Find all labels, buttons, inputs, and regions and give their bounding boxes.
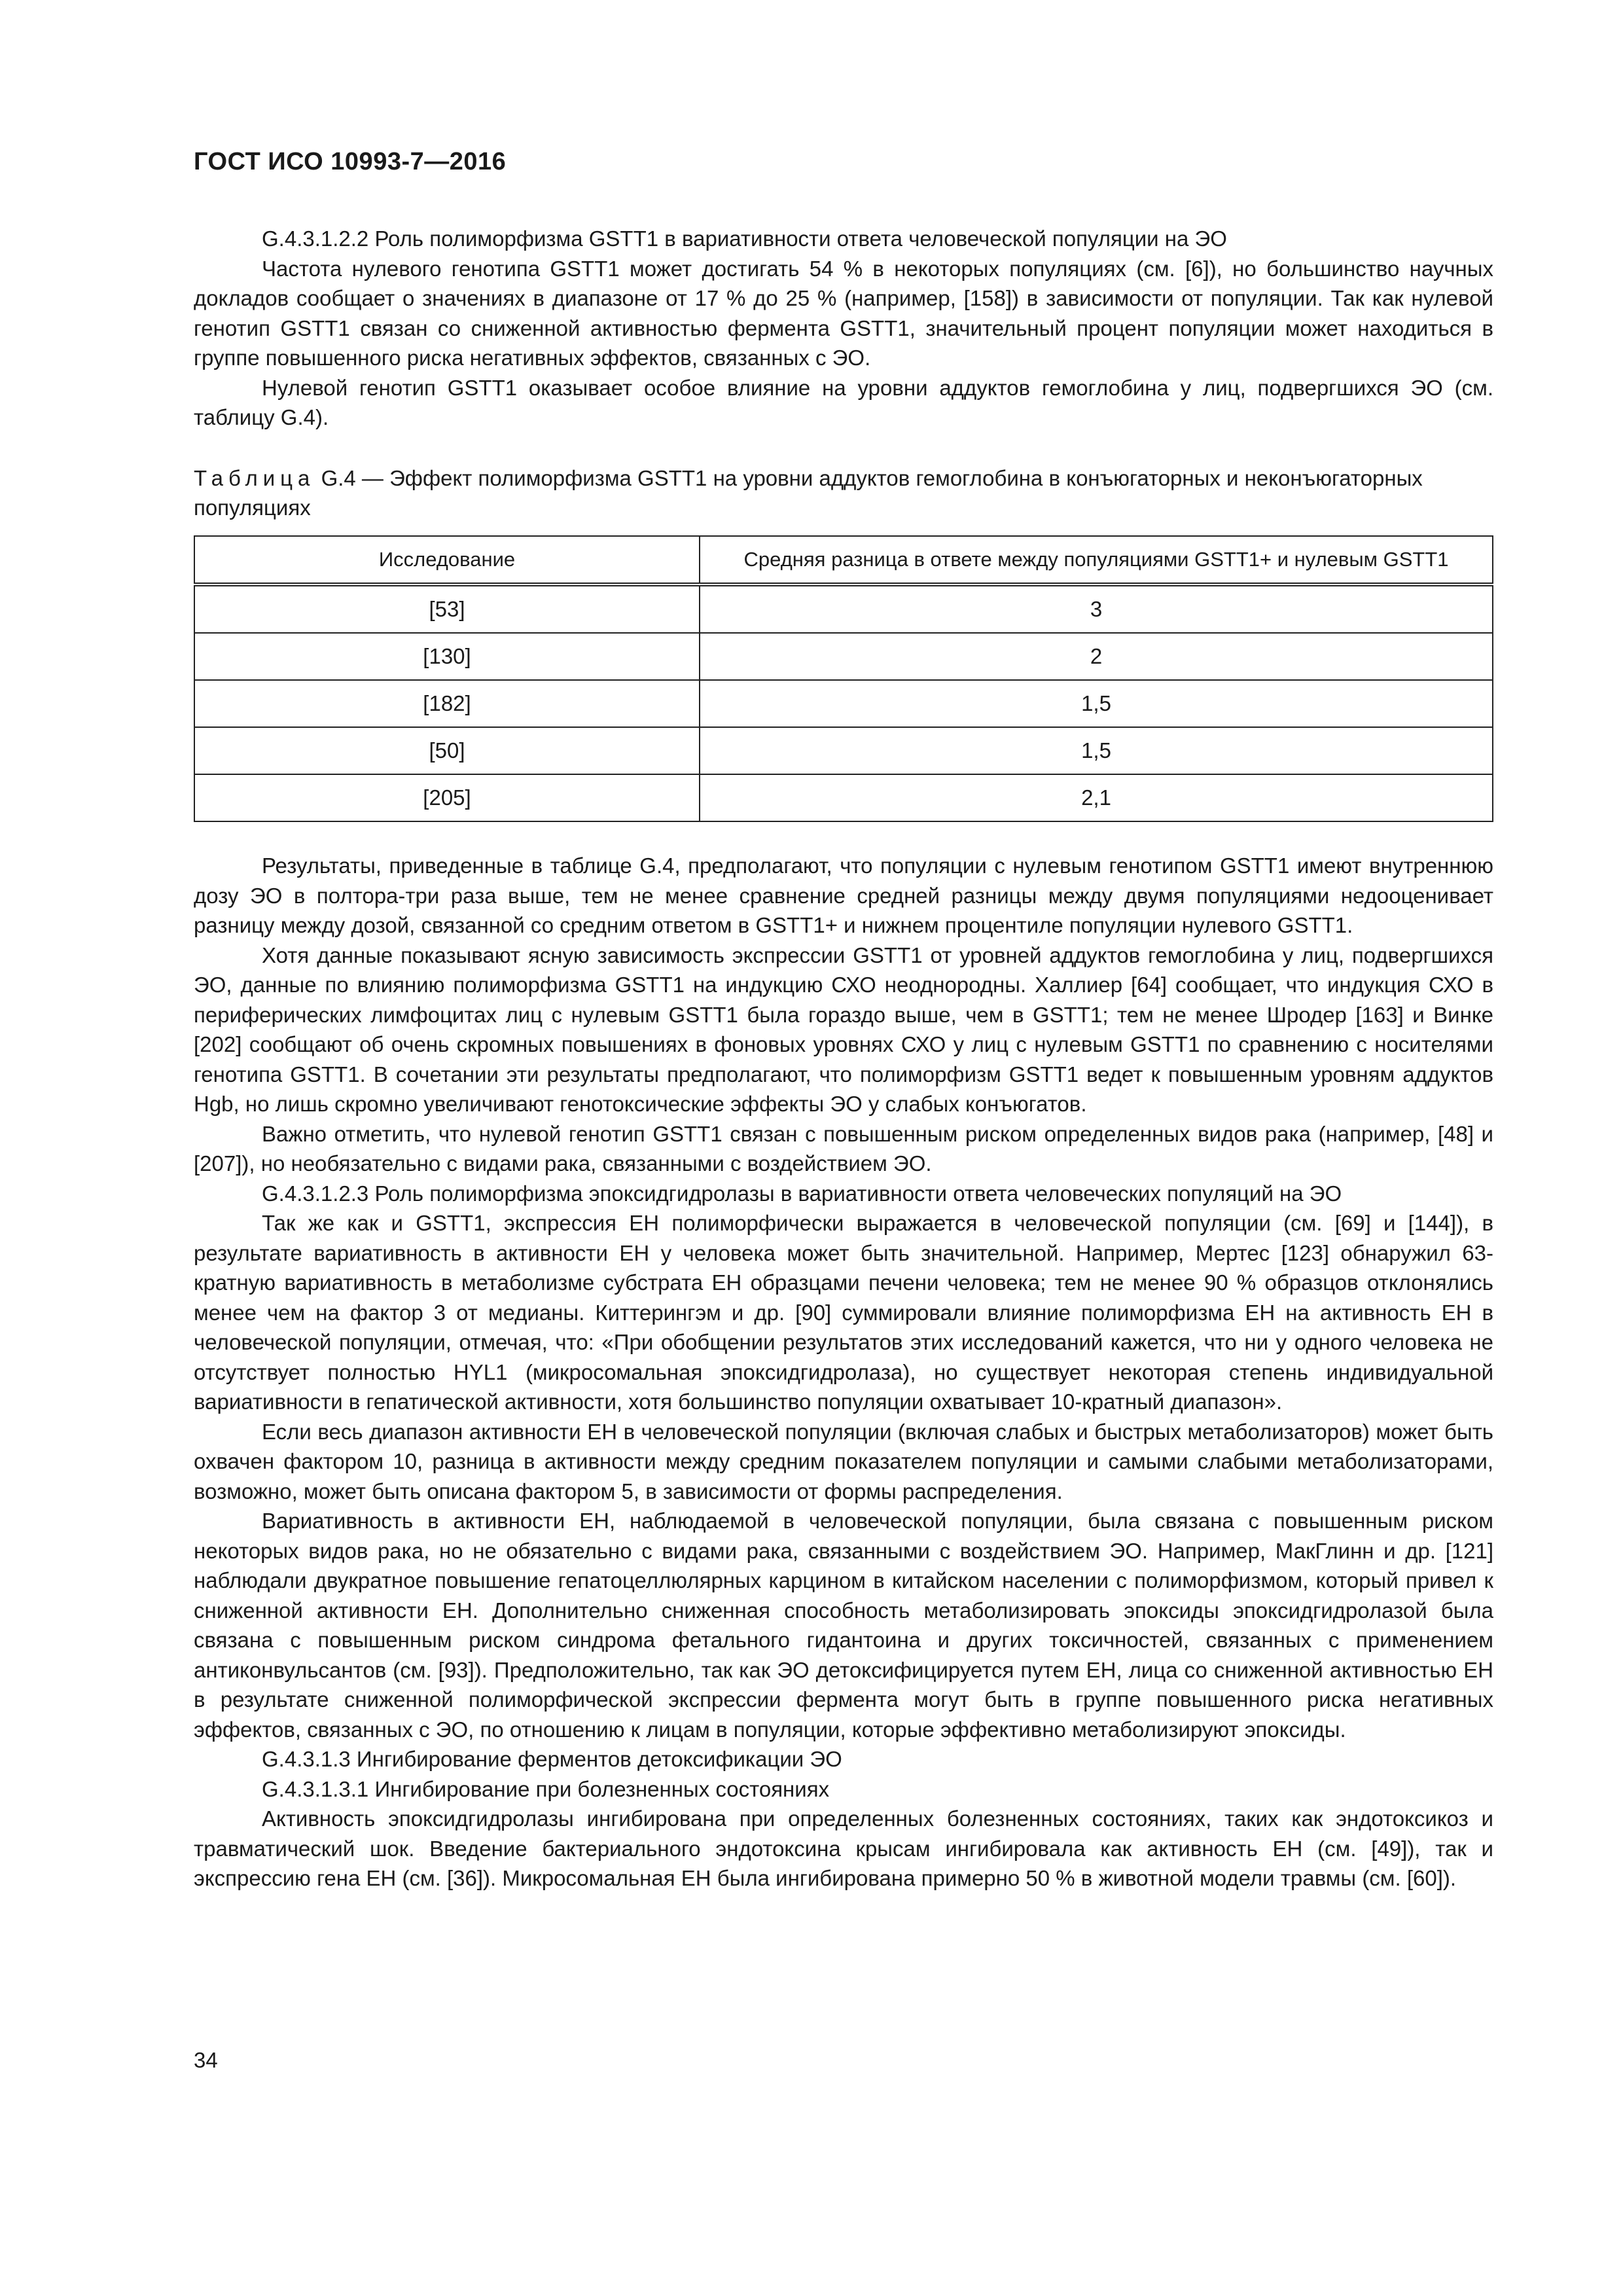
paragraph: Нулевой генотип GSTT1 оказывает особое влияние на уровни аддуктов гемоглобина у лиц, подвергшихся ЭО (см. таблицу G.4).: [194, 375, 1493, 429]
body-section: [194, 851, 1493, 1893]
table-row: [194, 774, 1493, 821]
table-row: [194, 727, 1493, 774]
table-caption: [194, 463, 1493, 522]
subsection-heading: G.4.3.1.2.3 Роль полиморфизма эпоксидгидролазы в вариативности ответа человеческих популяций на ЭО: [262, 1181, 1342, 1206]
table-caption-text: G.4 — Эффект полиморфизма GSTT1 на уровни аддуктов гемоглобина в конъюгаторных и неконъюгаторных популяциях: [194, 466, 1423, 520]
page-number: 34: [194, 2048, 218, 2072]
table-caption-label: Таблица: [194, 466, 315, 490]
table-header-row: [194, 536, 1493, 584]
study-cell: [50]: [194, 727, 700, 774]
value-cell: 3: [700, 584, 1493, 633]
study-cell: [205]: [194, 774, 700, 821]
column-header-study: Исследование: [194, 536, 700, 584]
paragraph: Хотя данные показывают ясную зависимость экспрессии GSTT1 от уровней аддуктов гемоглобина у лиц, подвергшихся ЭО, данные по влиянию полиморфизма GSTT1 на индукцию СХО неоднородны. Халлиер [64] сообщает, что индукция СХО в периферических лимфоцитах лиц с нулевым GSTT1 была гораздо выше, чем в GSTT1; тем не менее Шродер [163] и Винке [202] сообщают об очень скромных повышениях в фоновых уровнях СХО у лиц с нулевым GSTT1 по сравнению с носителями генотипа GSTT1. В сочетании эти результаты предполагают, что полиморфизм GSTT1 ведет к повышенным уровням аддуктов Hgb, но лишь скромно увеличивают генотоксические эффекты ЭО у слабых конъюгатов.: [194, 942, 1493, 1116]
value-cell: 2,1: [700, 774, 1493, 821]
value-cell: 2: [700, 633, 1493, 680]
study-cell: [130]: [194, 633, 700, 680]
paragraph: Частота нулевого генотипа GSTT1 может достигать 54 % в некоторых популяциях (см. [6]), но большинство научных докладов сообщает о значениях в диапазоне от 17 % до 25 % (например, [158]) в зависимости от популяции. Так как нулевой генотип GSTT1 связан со сниженной активностью фермента GSTT1, значительный процент популяции может находиться в группе повышенного риска негативных эффектов, связанных с ЭО.: [194, 256, 1493, 370]
value-cell: 1,5: [700, 680, 1493, 727]
paragraph: Вариативность в активности ЕН, наблюдаемой в человеческой популяции, была связана с повышенным риском некоторых видов рака, но не обязательно с видами рака, связанными с воздействием ЭО. Например, МакГлинн и др. [121] наблюдали двукратное повышение гепатоцеллюлярных карцином в китайском населении с полиморфизмом, который привел к сниженной активности ЕН. Дополнительно сниженная способность метаболизировать эпоксиды эпоксидгидролазой была связана с повышенным риском синдрома фетального гидантоина и других токсичностей, связанных с применением антиконвульсантов (см. [93]). Предположительно, так как ЭО детоксифицируется путем ЕН, лица со сниженной активностью ЕН в результате сниженной полиморфической экспрессии фермента могут быть в группе повышенного риска негативных эффектов, связанных с ЭО, по отношению к лицам в популяции, которые эффективно метаболизируют эпоксиды.: [194, 1509, 1493, 1742]
value-cell: 1,5: [700, 727, 1493, 774]
paragraph: Так же как и GSTT1, экспрессия ЕН полиморфически выражается в человеческой популяции (см. [69] и [144]), в результате вариативность в активности ЕН у человека может быть значительной. Например, Мертес [123] обнаружил 63-кратную вариативность в метаболизме субстрата ЕН образцами печени человека; тем не менее 90 % образцов отклонялись менее чем на фактор 3 от медианы. Киттерингэм и др. [90] суммировали влияние полиморфизма ЕН на активность ЕН в человеческой популяции, отмечая, что: «При обобщении результатов этих исследований кажется, что ни у одного человека не отсутствует полностью HYL1 (микросомальная эпоксидгидролаза), но существует некоторая степень индивидуальной вариативности в гепатической активности, хотя большинство популяции охватывает 10-кратный диапазон».: [194, 1211, 1493, 1414]
paragraph: Важно отметить, что нулевой генотип GSTT1 связан с повышенным риском определенных видов рака (например, [48] и [207]), но необязательно с видами рака, связанными с воздействием ЭО.: [194, 1121, 1493, 1175]
table-row: [194, 633, 1493, 680]
paragraph: Если весь диапазон активности ЕН в человеческой популяции (включая слабых и быстрых метаболизаторов) может быть охвачен фактором 10, разница в активности между средним показателем популяции и самыми слабыми метаболизаторами, возможно, может быть описана фактором 5, в зависимости от формы распределения.: [194, 1419, 1493, 1503]
subsection-heading: G.4.3.1.3.1 Ингибирование при болезненных состояниях: [262, 1776, 830, 1801]
subsection-heading: G.4.3.1.3 Ингибирование ферментов детоксификации ЭО: [262, 1747, 842, 1771]
paragraph: Активность эпоксидгидролазы ингибирована при определенных болезненных состояниях, таких как эндотоксикоз и травматический шок. Введение бактериального эндотоксина крысам ингибировала как активность ЕН (см. [49]), так и экспрессию гена ЕН (см. [36]). Микросомальная ЕН была ингибирована примерно 50 % в животной модели травмы (см. [60]).: [194, 1806, 1493, 1890]
table-row: [194, 584, 1493, 633]
subsection-heading: G.4.3.1.2.2 Роль полиморфизма GSTT1 в вариативности ответа человеческой популяции на ЭО: [262, 226, 1227, 251]
results-table: [194, 535, 1493, 822]
document-code: ГОСТ ИСО 10993-7—2016: [194, 148, 507, 175]
study-cell: [53]: [194, 584, 700, 633]
column-header-difference: Средняя разница в ответе между популяциями GSTT1+ и нулевым GSTT1: [700, 536, 1493, 584]
study-cell: [182]: [194, 680, 700, 727]
paragraph: Результаты, приведенные в таблице G.4, предполагают, что популяции с нулевым генотипом GSTT1 имеют внутреннюю дозу ЭО в полтора-три раза выше, тем не менее сравнение средней разницы между двумя популяциями недооценивает разницу между дозой, связанной со средним ответом в GSTT1+ и нижнем процентиле популяции нулевого GSTT1.: [194, 853, 1493, 937]
intro-section: [194, 224, 1493, 433]
table-row: [194, 680, 1493, 727]
